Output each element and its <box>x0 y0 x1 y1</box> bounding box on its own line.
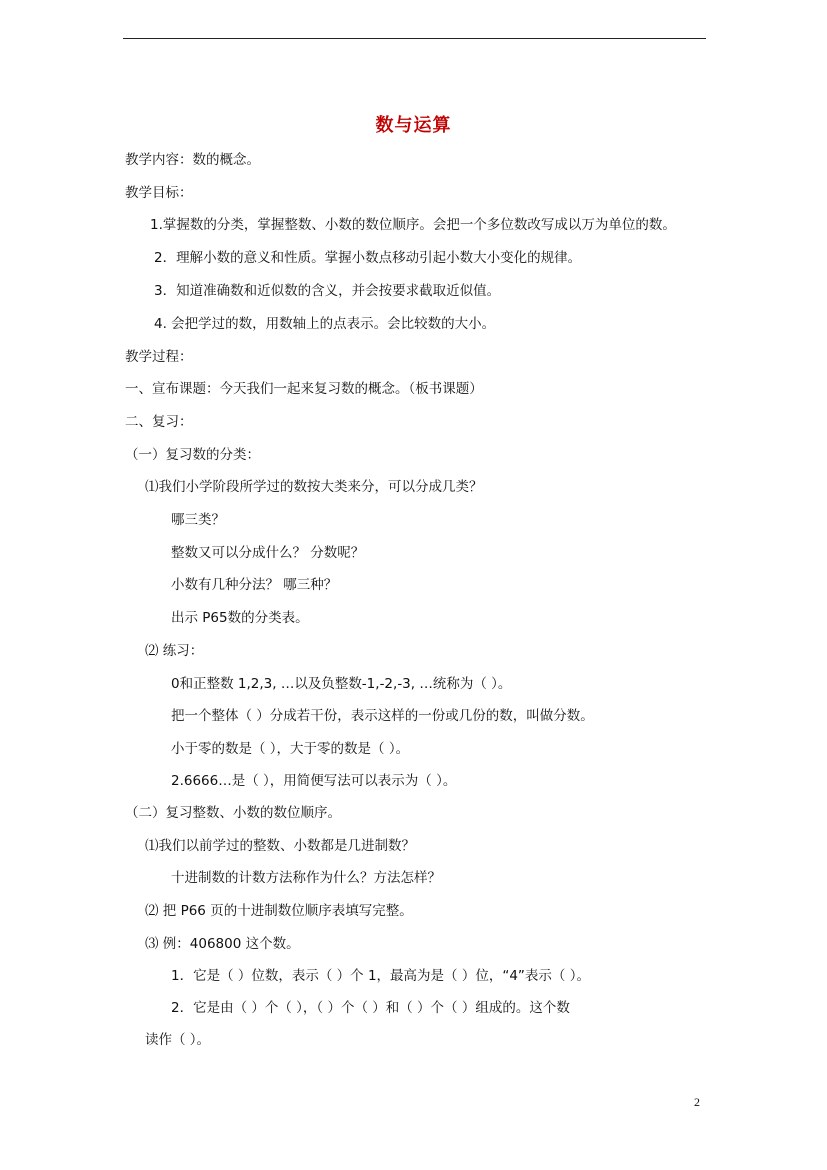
document-title: 数与运算 <box>375 115 452 136</box>
text-line: 出示 P65数的分类表。 <box>171 610 309 626</box>
page-number: 2 <box>694 1095 700 1109</box>
text-line: ⑶ 例：406800 这个数。 <box>145 936 300 952</box>
text-line: 教学内容：数的概念。 <box>125 152 260 168</box>
text-line: 2.6666…是（ ），用简便写法可以表示为（ ）。 <box>171 773 457 789</box>
text-line: （二）复习整数、小数的数位顺序。 <box>125 805 341 821</box>
text-line: 一、宣布课题：今天我们一起来复习数的概念。（板书课题） <box>125 381 483 397</box>
text-line: 教学目标： <box>125 185 193 201</box>
text-line: 读作（ ）。 <box>145 1032 211 1048</box>
text-line: （一）复习数的分类： <box>125 447 260 463</box>
text-line: 1.掌握数的分类，掌握整数、小数的数位顺序。会把一个多位数改写成以万为单位的数。 <box>150 217 676 233</box>
text-line: 把一个整体（ ）分成若干份，表示这样的一份或几份的数，叫做分数。 <box>171 708 594 724</box>
text-line: ⑴我们小学阶段所学过的数按大类来分，可以分成几类？ <box>145 479 483 495</box>
text-line: 哪三类？ <box>171 512 225 528</box>
text-line: 十进制数的计数方法称作为什么？方法怎样？ <box>171 870 441 886</box>
text-line: ⑴我们以前学过的整数、小数都是几进制数？ <box>145 838 415 854</box>
text-line: 2．它是由（ ）个（ ），（ ）个（ ）和（ ）个（ ）组成的。这个数 <box>171 1000 570 1016</box>
text-line: 整数又可以分成什么？ 分数呢？ <box>171 545 365 561</box>
text-line: 二、复习： <box>125 414 193 430</box>
header-rule <box>123 38 706 39</box>
text-line: 小数有几种分法？ 哪三种？ <box>171 577 338 593</box>
text-line: ⑵ 把 P66 页的十进制数位顺序表填写完整。 <box>145 903 413 919</box>
text-line: 0和正整数 1,2,3, …以及负整数-1,-2,-3, …统称为（ ）。 <box>171 676 512 692</box>
text-line: 小于零的数是（ ），大于零的数是（ ）。 <box>171 741 410 757</box>
text-line: 教学过程： <box>125 349 193 365</box>
text-line: 4. 会把学过的数，用数轴上的点表示。会比较数的大小。 <box>154 316 496 332</box>
text-line: 1．它是（ ）位数，表示（ ）个 1，最高为是（ ）位，“4”表示（ ）。 <box>171 968 590 984</box>
text-line: ⑵ 练习： <box>145 643 204 659</box>
text-line: 3．知道准确数和近似数的含义，并会按要求截取近似值。 <box>154 283 501 299</box>
text-line: 2．理解小数的意义和性质。掌握小数点移动引起小数大小变化的规律。 <box>154 250 582 266</box>
